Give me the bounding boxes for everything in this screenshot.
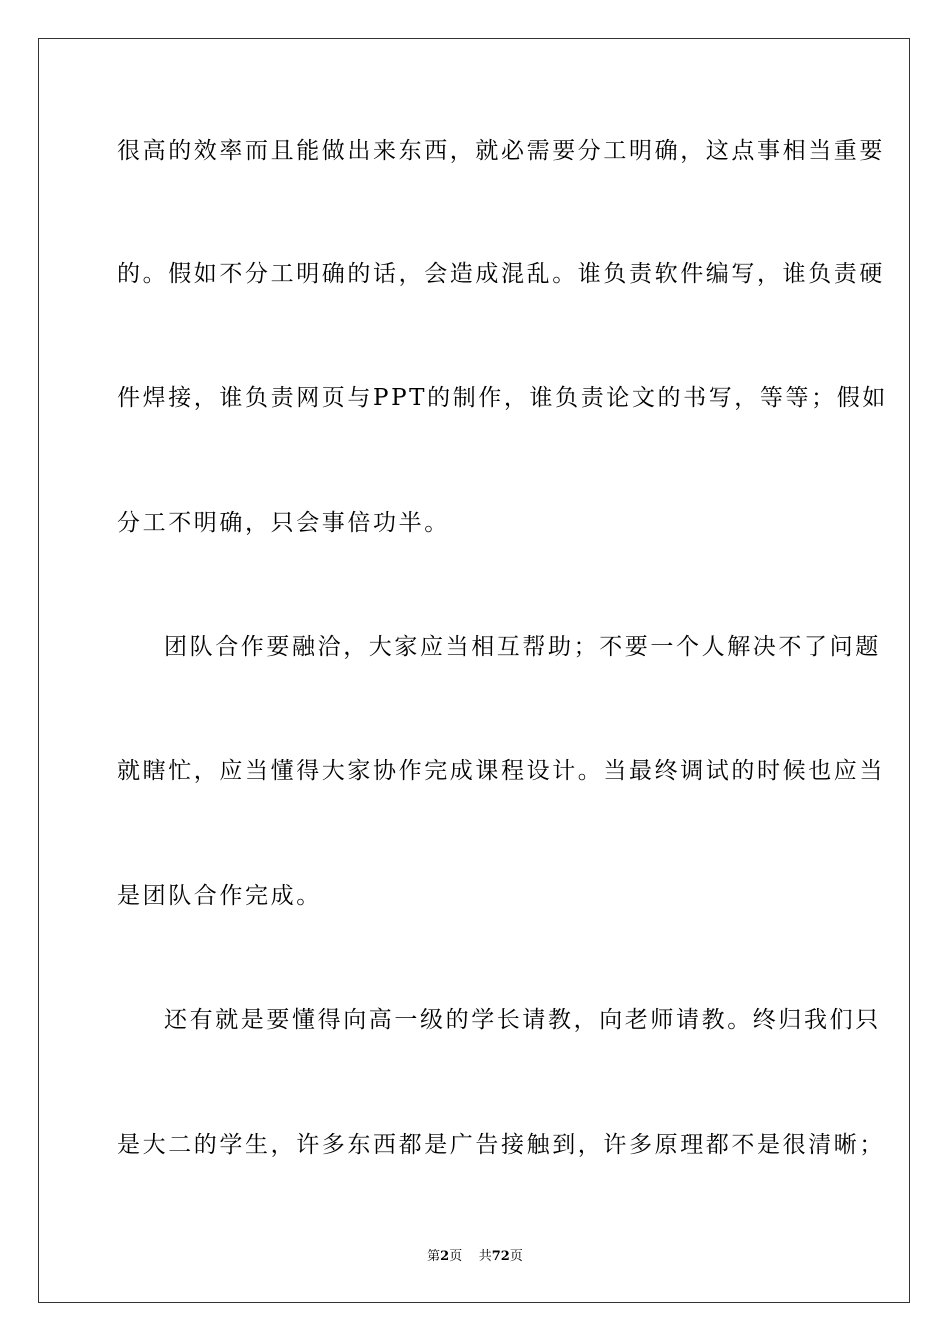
text-line: 很高的效率而且能做出来东西，就必需要分工明确，这点事相当重要 bbox=[117, 138, 885, 164]
text-line-paragraph-start: 还有就是要懂得向高一级的学长请教，向老师请教。终归我们只 bbox=[164, 1007, 881, 1033]
text-line: 分工不明确，只会事倍功半。 bbox=[117, 510, 450, 536]
page-frame bbox=[38, 38, 910, 1303]
total-prefix: 共 bbox=[478, 1249, 492, 1264]
page-prefix: 第 bbox=[427, 1249, 441, 1264]
text-line: 件焊接，谁负责网页与PPT的制作，谁负责论文的书写，等等；假如 bbox=[117, 385, 888, 411]
text-line: 的。假如不分工明确的话，会造成混乱。谁负责软件编写，谁负责硬 bbox=[117, 261, 885, 287]
text-line-paragraph-start: 团队合作要融洽，大家应当相互帮助；不要一个人解决不了问题 bbox=[164, 634, 881, 660]
page-number: 2 bbox=[440, 1249, 450, 1264]
text-line: 是团队合作完成。 bbox=[117, 883, 322, 909]
text-line: 是大二的学生，许多东西都是广告接触到，许多原理都不是很清晰； bbox=[117, 1132, 885, 1158]
text-line: 就瞎忙，应当懂得大家协作完成课程设计。当最终调试的时候也应当 bbox=[117, 758, 885, 784]
total-pages: 72 bbox=[491, 1249, 510, 1264]
page-suffix: 页 bbox=[449, 1249, 463, 1264]
total-suffix: 页 bbox=[509, 1249, 523, 1264]
page-footer bbox=[0, 1248, 950, 1266]
